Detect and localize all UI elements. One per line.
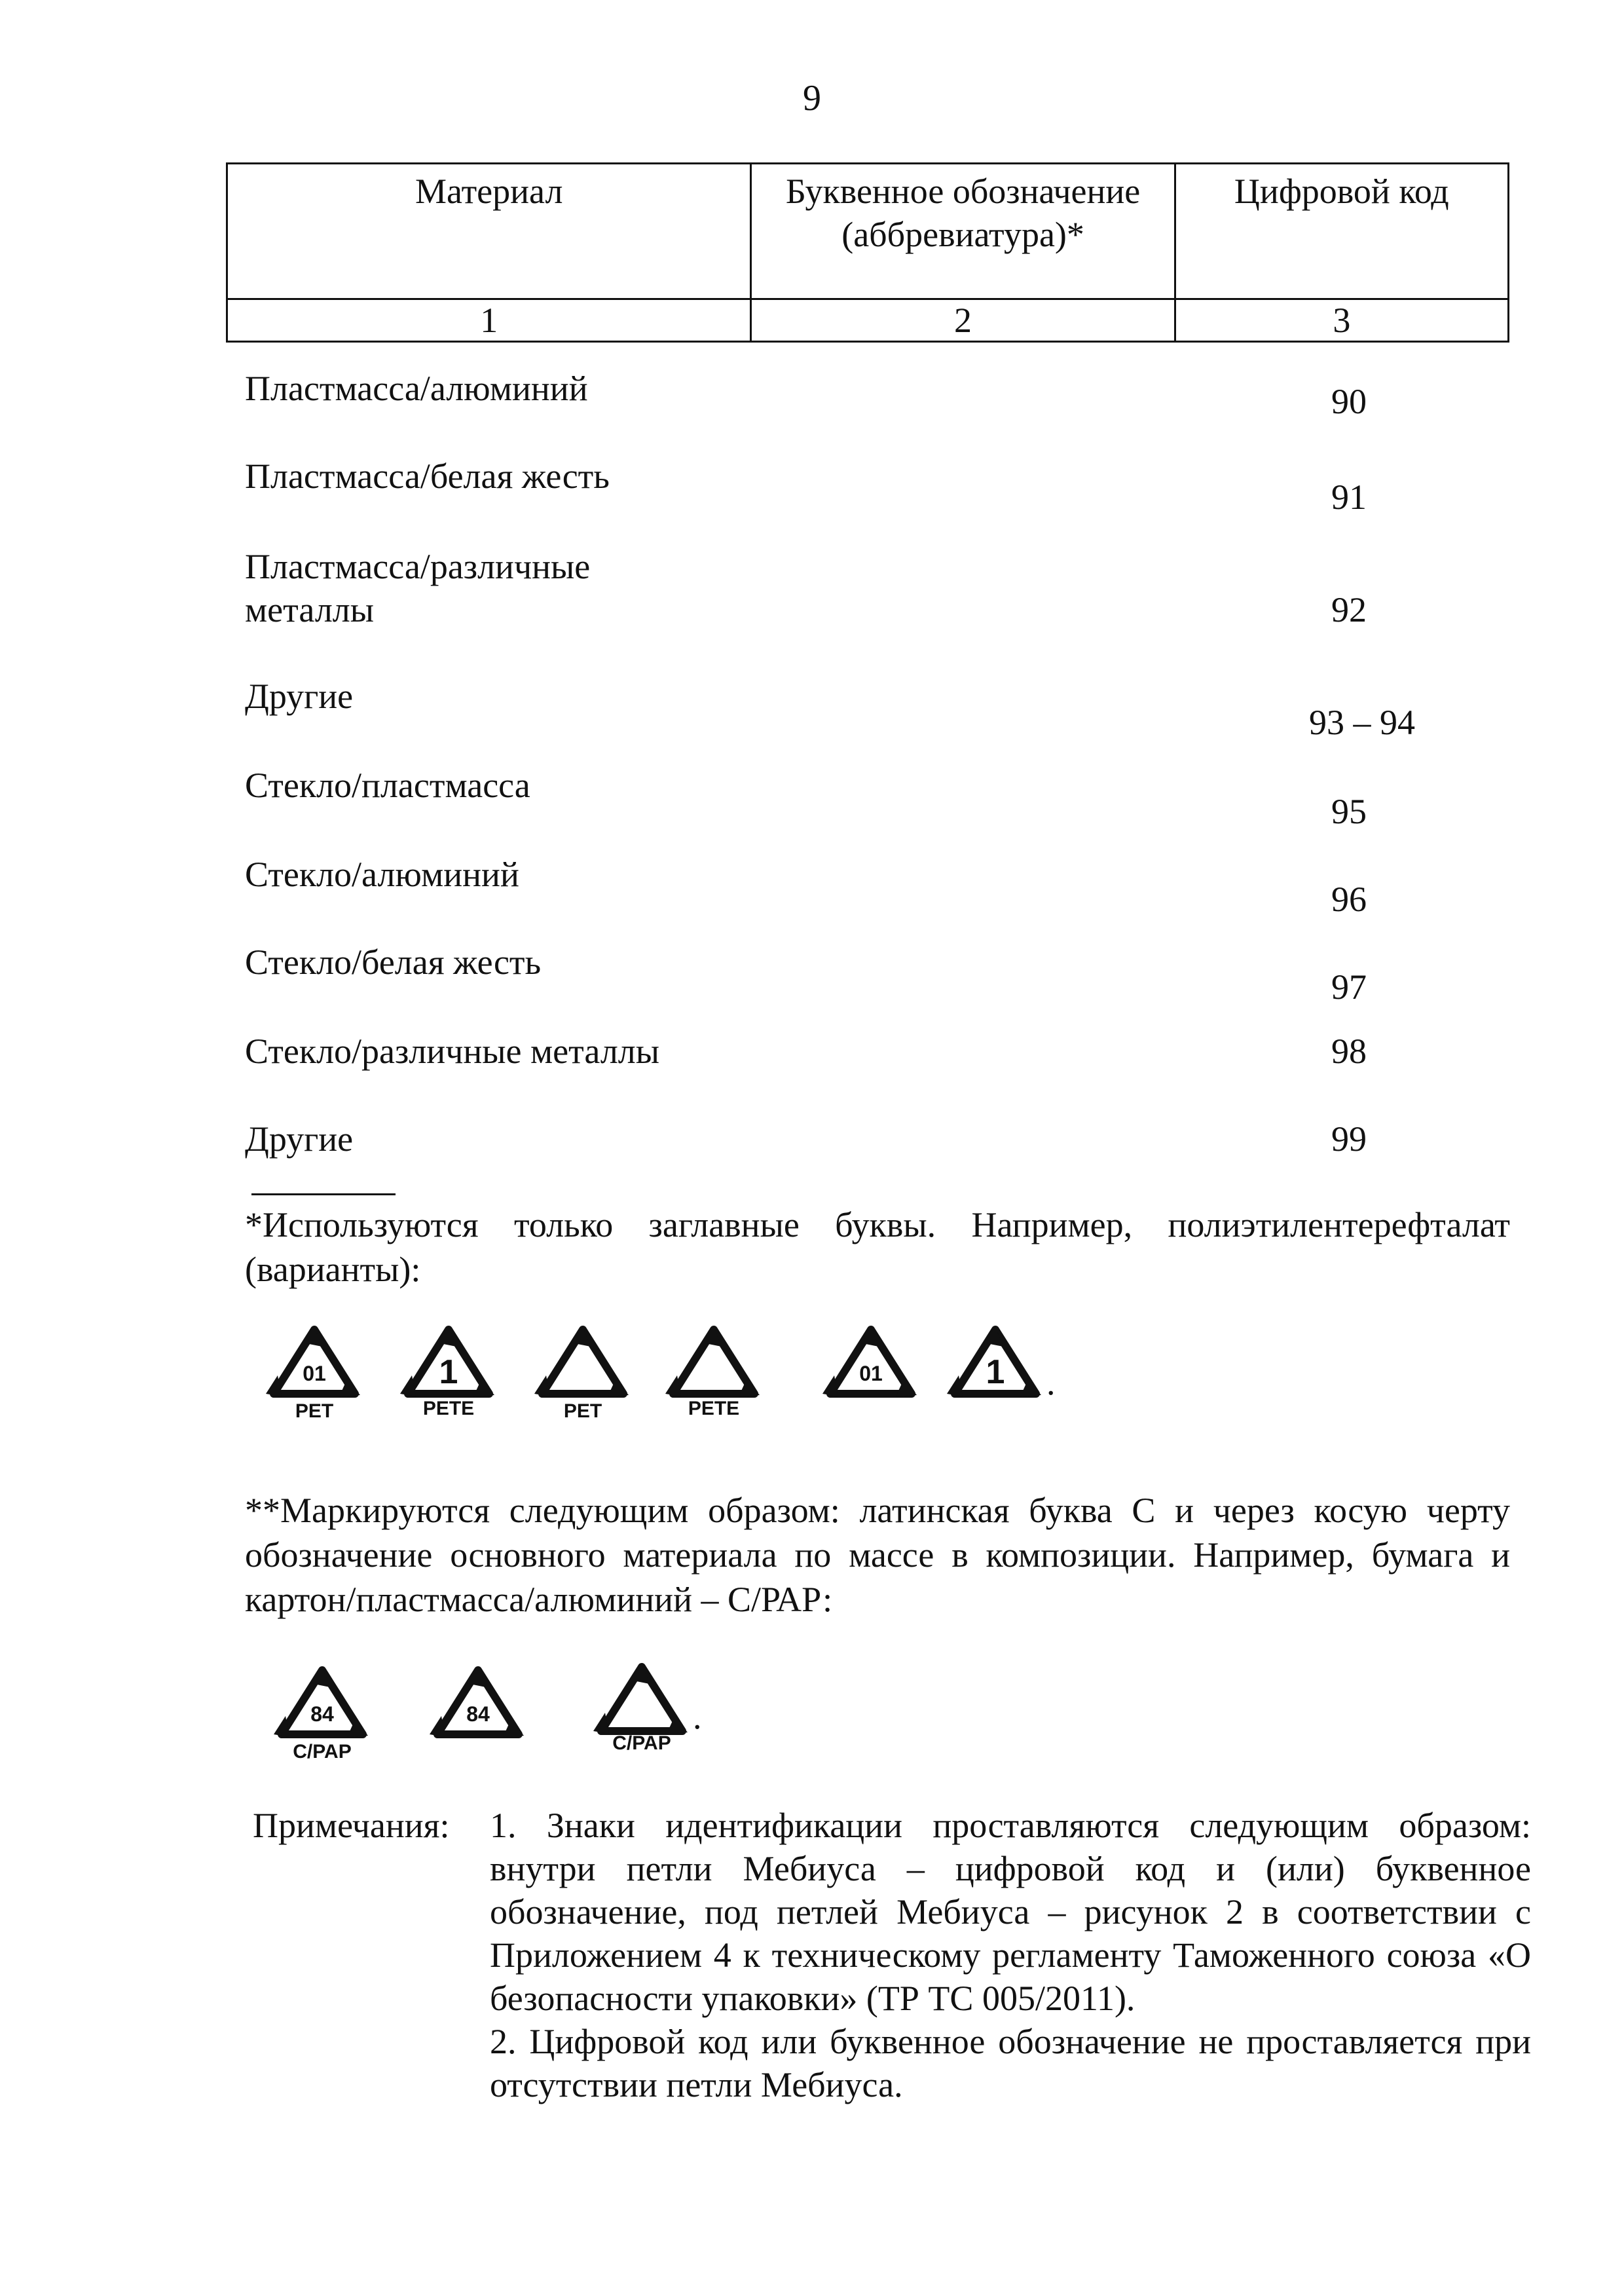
- note-item: 1. Знаки идентификации проставляются следующим образом: внутри петли Мебиуса – цифровой код и (или) буквенное обозначение, под петлей Мебиуса – рисунок 2 в соответствии с Приложением 4 к техническому регламенту Таможенного союза «О безопасности упаковки» (ТР ТС 005/2011).: [490, 1806, 1531, 2018]
- footnote-uppercase: *Используются только заглавные буквы. Например, полиэтилентерефталат (варианты):: [245, 1205, 1510, 1289]
- symbol-label: C/PAP: [293, 1741, 352, 1763]
- symbol-label: PETE: [422, 1398, 475, 1419]
- row-code: 97: [1331, 967, 1367, 1007]
- symbol-inner-text: 1: [986, 1353, 1005, 1391]
- materials-table-header: [226, 162, 1509, 343]
- recycle-triangle-icon: [530, 1323, 635, 1434]
- recycle-triangle-icon: [819, 1323, 923, 1434]
- recycle-triangle-icon: [943, 1323, 1048, 1434]
- footnote-separator: [251, 1193, 396, 1195]
- row-material: Пластмасса/различные: [245, 547, 591, 586]
- symbol-label: PET: [295, 1400, 334, 1422]
- note-item: 2. Цифровой код или буквенное обозначение не проставляется при отсутствии петли Мебиуса.: [490, 2022, 1531, 2104]
- row-code: 95: [1331, 792, 1367, 831]
- row-code: 99: [1331, 1119, 1367, 1159]
- symbol-inner-text: 01: [303, 1362, 326, 1385]
- footnote-composite-marking: **Маркируются следующим образом: латинская буква С и через косую черту обозначение основного материала по массе в композиции. Например, бумага и картон/пластмасса/алюминий – С/РАР:: [245, 1491, 1510, 1619]
- row-material: Стекло/пластмасса: [245, 766, 530, 805]
- row-material: Стекло/различные металлы: [245, 1032, 660, 1071]
- recycle-triangle-icon: [426, 1664, 530, 1775]
- symbol-inner-text: 1: [439, 1353, 458, 1391]
- row-code: 91: [1331, 477, 1367, 517]
- recycle-triangle-icon: [262, 1323, 367, 1434]
- row-material: металлы: [245, 590, 375, 629]
- page-number: 9: [803, 78, 821, 119]
- row-material: Стекло/алюминий: [245, 855, 519, 894]
- header-abbreviation: Буквенное обозначение (аббревиатура)*: [751, 164, 1175, 299]
- symbol-label: C/PAP: [612, 1732, 671, 1754]
- recycle-triangle-icon: [396, 1323, 501, 1434]
- recycle-triangle-icon: [589, 1660, 694, 1772]
- recycle-triangle-icon: [270, 1664, 375, 1775]
- header-material: Материал: [227, 164, 751, 299]
- symbol-inner-text: 01: [859, 1362, 883, 1385]
- recycle-triangle-icon: [661, 1323, 766, 1434]
- column-number: 2: [751, 299, 1175, 342]
- symbol-label: PET: [563, 1400, 602, 1422]
- row-material: Пластмасса/алюминий: [245, 369, 588, 408]
- end-mark: .: [1046, 1363, 1056, 1402]
- symbol-label: PETE: [688, 1398, 740, 1419]
- column-number: 1: [227, 299, 751, 342]
- header-digital-code: Цифровой код: [1175, 164, 1508, 299]
- row-code: 92: [1331, 590, 1367, 629]
- end-mark: .: [693, 1697, 702, 1736]
- row-code: 96: [1331, 880, 1367, 919]
- row-material: Пластмасса/белая жесть: [245, 457, 610, 496]
- symbol-inner-text: 84: [466, 1702, 490, 1726]
- row-material: Стекло/белая жесть: [245, 942, 542, 982]
- row-material: Другие: [245, 677, 354, 716]
- row-code: 98: [1331, 1032, 1367, 1071]
- row-code: 93 – 94: [1309, 703, 1415, 742]
- notes-label: Примечания:: [253, 1806, 450, 1845]
- column-number: 3: [1175, 299, 1508, 342]
- row-code: 90: [1331, 382, 1367, 421]
- symbol-inner-text: 84: [310, 1702, 334, 1726]
- row-material: Другие: [245, 1119, 354, 1159]
